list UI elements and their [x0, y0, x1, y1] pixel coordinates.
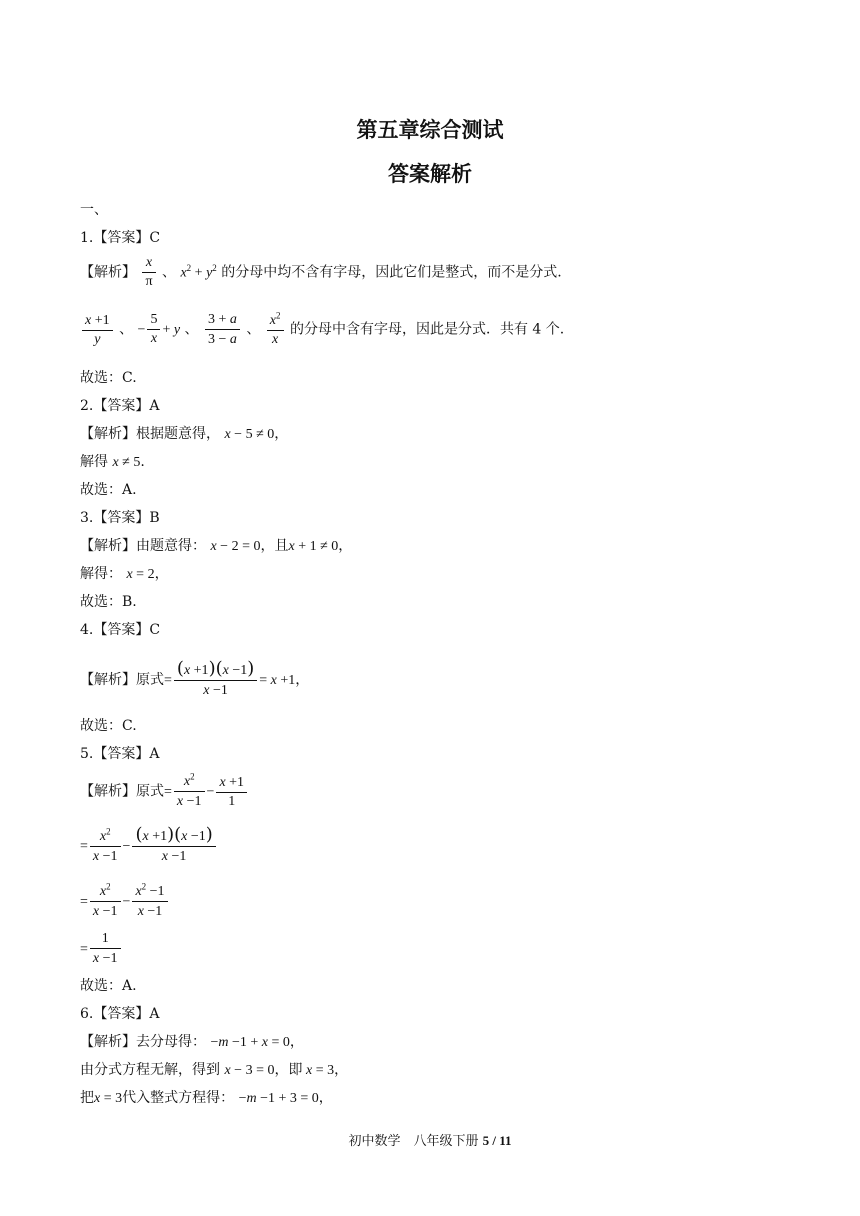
q3-choose: 故选：B.	[80, 594, 137, 610]
q3-text-a: 【解析】由题意得：	[80, 538, 206, 554]
q2-analysis-line2: 解得 x ≠ 5.	[80, 454, 145, 470]
q3-analysis-line1: 【解析】由题意得： x − 2 = 0，且x + 1 ≠ 0，	[80, 538, 353, 554]
q1-analysis-line1: 【解析】 $\frac{x}{\pi}$ 、 $x^2 + y^2$ 的分母中均不含有字母，因此它们是整式，而不是分式.	[80, 255, 562, 289]
q5-analysis-line1: 【解析】原式= $\frac{x^2}{x -1}$ − $\frac{x +1}{1}$	[80, 772, 249, 811]
q3-text-b: ，且	[260, 538, 289, 554]
q4-choose: 故选：C.	[80, 718, 137, 734]
q3-solve-text: 解得：	[80, 566, 122, 582]
section-heading: 一、	[80, 202, 108, 218]
fraction-3-plus-a-over-3-minus-a: $\frac{3 + a}{3 - a}$	[205, 310, 240, 349]
q3-analysis-line2: 解得： x = 2，	[80, 566, 169, 582]
page-footer	[0, 1130, 860, 1149]
q5-frac-d: $\frac{(x +1)(x -1)}{x -1}$	[132, 826, 215, 866]
q5-frac-c: $\frac{x^2}{x -1}$	[90, 827, 121, 866]
q4-fraction: $\frac{(x +1)(x -1)}{x -1}$	[174, 660, 257, 700]
q6-text2a: 由分式方程无解，得到	[80, 1062, 220, 1078]
q1-choose: 故选：C.	[80, 370, 137, 386]
q5-frac-e: $\frac{x^2}{x -1}$	[90, 882, 121, 921]
q2-text: 【解析】根据题意得，	[80, 426, 220, 442]
q2-solve-text: 解得	[80, 454, 108, 470]
q5-frac-f: $\frac{x^2 -1}{x -1}$	[132, 882, 167, 921]
q5-answer: 5.【答案】A	[80, 746, 160, 762]
q5-step4: = $\frac{1}{x -1}$	[80, 930, 123, 968]
q4-analysis: 【解析】原式= $\frac{(x +1)(x -1)}{x -1}$ = x +1，	[80, 658, 310, 698]
q4-text: 【解析】原式	[80, 672, 164, 688]
q1-text1: 的分母中均不含有字母，因此它们是整式，而不是分式.	[221, 264, 562, 281]
q6-analysis-line3: 把x = 3代入整式方程得： −m −1 + 3 = 0，	[80, 1090, 333, 1106]
page-number: 5 / 11	[482, 1133, 512, 1148]
q5-step2: = $\frac{x^2}{x -1}$ − $\frac{(x +1)(x -1)}{x -1}$	[80, 826, 218, 866]
q4-answer: 4.【答案】C	[80, 622, 161, 638]
fraction-x-over-pi: $\frac{x}{\pi}$	[142, 254, 155, 291]
q5-frac-g: $\frac{1}{x -1}$	[90, 930, 121, 968]
q6-text3b: 代入整式方程得：	[122, 1090, 235, 1106]
page-subtitle: 答案解析	[388, 162, 472, 186]
footer-text: 初中数学 八年级下册	[348, 1134, 479, 1149]
fraction-x-plus-1-over-y: $\frac{x +1}{y}$	[82, 311, 113, 349]
q2-answer: 2.【答案】A	[80, 398, 160, 414]
q1-text2: 的分母中含有字母，因此是分式．共有 4 个.	[289, 321, 565, 338]
q6-answer: 6.【答案】A	[80, 1006, 160, 1022]
analysis-label: 【解析】	[80, 264, 136, 281]
q6-analysis-line2: 由分式方程无解，得到 x − 3 = 0，即 x = 3，	[80, 1062, 349, 1078]
q5-frac-b: $\frac{x +1}{1}$	[216, 773, 247, 811]
q3-answer: 3.【答案】B	[80, 510, 160, 526]
q2-choose: 故选：A.	[80, 482, 137, 498]
fraction-5-over-x: $\frac{5}{x}$	[147, 311, 160, 348]
q1-answer: 1.【答案】C	[80, 230, 161, 246]
q6-text1: 【解析】去分母得：	[80, 1034, 206, 1050]
q6-text2b: ，即	[274, 1062, 303, 1078]
q6-analysis-line1: 【解析】去分母得： −m −1 + x = 0，	[80, 1034, 304, 1050]
page-title: 第五章综合测试	[356, 118, 504, 142]
q6-text3a: 把	[80, 1090, 94, 1106]
q5-step3: = $\frac{x^2}{x -1}$ − $\frac{x^2 -1}{x -1}$	[80, 882, 170, 921]
q5-text: 【解析】原式	[80, 783, 164, 800]
fraction-x2-over-x: $\frac{x^2}{x}$	[267, 311, 284, 349]
q5-choose: 故选：A.	[80, 978, 137, 994]
q1-analysis-line2: $\frac{x +1}{y}$ 、 − $\frac{5}{x}$ + y 、 $\frac{3 + a}{3 - a}$ 、 $\frac{x^2}{x}$ 的分母中含有字母，因此是分式．共有 4 个.	[80, 310, 564, 349]
q2-analysis-line1: 【解析】根据题意得， x − 5 ≠ 0，	[80, 426, 289, 442]
q5-frac-a: $\frac{x^2}{x -1}$	[174, 772, 205, 811]
